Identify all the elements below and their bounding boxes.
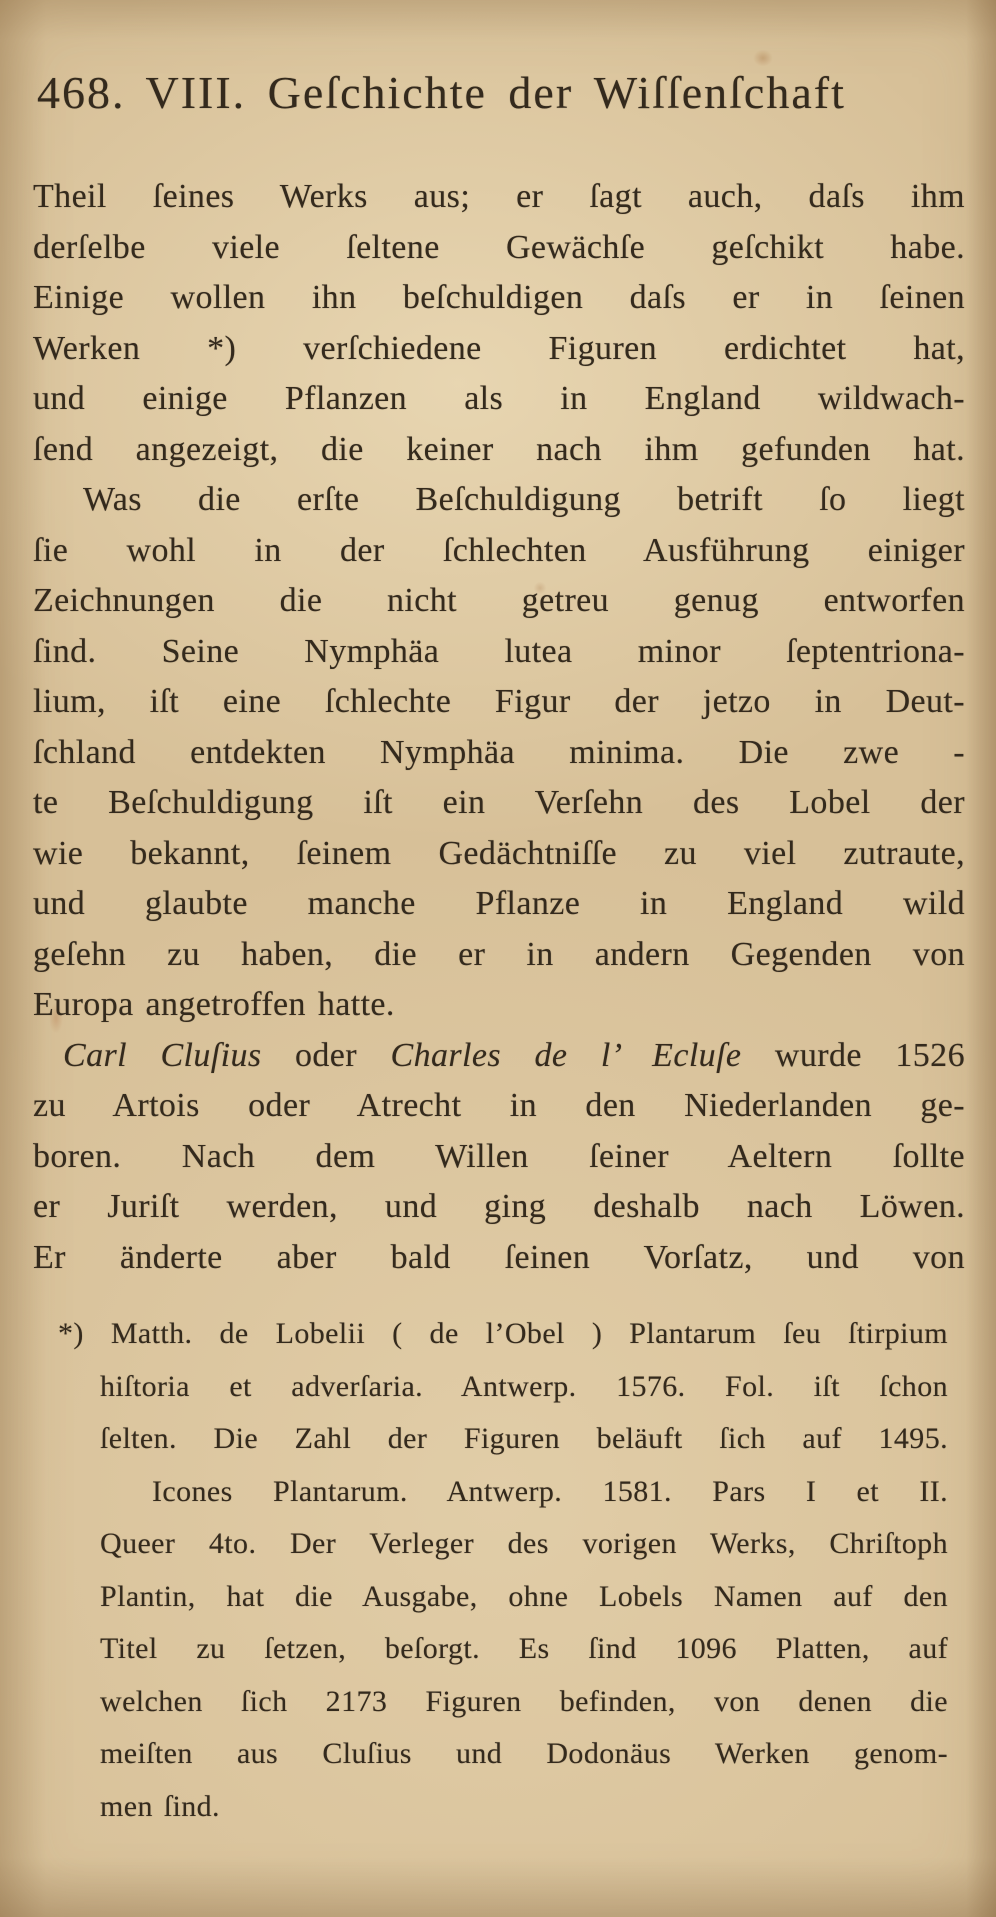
italic-text-segment: Charles de l’ Ecluſe [390, 1036, 742, 1074]
main-text-block [33, 172, 965, 1283]
body-text-line [33, 1031, 965, 1082]
footnote-line: Plantin, hat die Ausgabe, ohne Lobels Namen auf den [100, 1579, 948, 1613]
body-text-line: Europa angetroffen hatte. [33, 986, 395, 1023]
footnote-line: meiſten aus Cluſius und Dodonäus Werken genom- [100, 1737, 948, 1770]
body-text-line: geſehn zu haben, die er in andern Gegenden von [33, 935, 965, 973]
footnote-line: Icones Plantarum. Antwerp. 1581. Pars I et II. [152, 1474, 948, 1508]
body-text-line: ſind. Seine Nymphäa lutea minor ſeptentriona- [33, 632, 965, 670]
body-text-line: er Juriſt werden, und ging deshalb nach Löwen. [33, 1188, 965, 1225]
page-number: 468. [37, 67, 126, 118]
body-text-line: Er änderte aber bald ſeinen Vorſatz, und von [33, 1238, 965, 1276]
body-text-line: ſend angezeigt, die keiner nach ihm gefunden hat. [33, 430, 965, 468]
body-text-line: und einige Pflanzen als in England wildwach- [33, 380, 965, 417]
footnote-line: Queer 4to. Der Verleger des vorigen Werks, Chriſtoph [100, 1527, 948, 1560]
body-text-line: te Beſchuldigung iſt ein Verſehn des Lobel der [33, 784, 965, 821]
body-text-line: lium, iſt eine ſchlechte Figur der jetzo in Deut- [33, 683, 965, 720]
body-text-line: wie bekannt, ſeinem Gedächtniſſe zu viel zutraute, [33, 834, 965, 872]
body-text-line: Werken *) verſchiedene Figuren erdichtet hat, [33, 329, 965, 367]
text-segment: wurde 1526 [741, 1036, 965, 1074]
footnote-line: hiſtoria et adverſaria. Antwerp. 1576. Fol. iſt ſchon [100, 1369, 948, 1403]
footnote-line: men ſind. [100, 1789, 220, 1823]
text-segment: oder [261, 1036, 391, 1074]
body-text-line: und glaubte manche Pflanze in England wild [33, 885, 965, 922]
body-text-line: Zeichnungen die nicht getreu genug entworfen [33, 582, 965, 619]
body-text-line: ſie wohl in der ſchlechten Ausführung einiger [33, 531, 965, 569]
page-header [37, 66, 966, 119]
footnote-line: welchen ſich 2173 Figuren befinden, von denen die [100, 1684, 948, 1718]
body-text-line: Was die erſte Beſchuldigung betrift ſo liegt [83, 481, 965, 518]
body-text-line: Theil ſeines Werks aus; er ſagt auch, daſs ihm [33, 178, 965, 215]
body-text-line: ſchland entdekten Nymphäa minima. Die zwe - [33, 733, 965, 771]
body-text-line: boren. Nach dem Willen ſeiner Aeltern ſollte [33, 1137, 965, 1175]
footnote-line: Titel zu ſetzen, beſorgt. Es ſind 1096 Platten, auf [100, 1632, 948, 1665]
running-title: VIII. Geſchichte der Wiſſenſchaft [145, 67, 846, 118]
footnote-block [58, 1308, 948, 1833]
body-text-line: derſelbe viele ſeltene Gewächſe geſchikt habe. [33, 228, 965, 266]
body-text-line: zu Artois oder Atrecht in den Niederlanden ge- [33, 1087, 965, 1124]
body-text-line: Einige wollen ihn beſchuldigen daſs er in ſeinen [33, 279, 965, 316]
footnote-line: *) Matth. de Lobelii ( de l’Obel ) Plantarum ſeu ſtirpium [58, 1317, 948, 1350]
footnote-line: ſelten. Die Zahl der Figuren beläuft ſich auf 1495. [100, 1422, 948, 1455]
italic-text-segment: Carl Cluſius [63, 1036, 262, 1074]
